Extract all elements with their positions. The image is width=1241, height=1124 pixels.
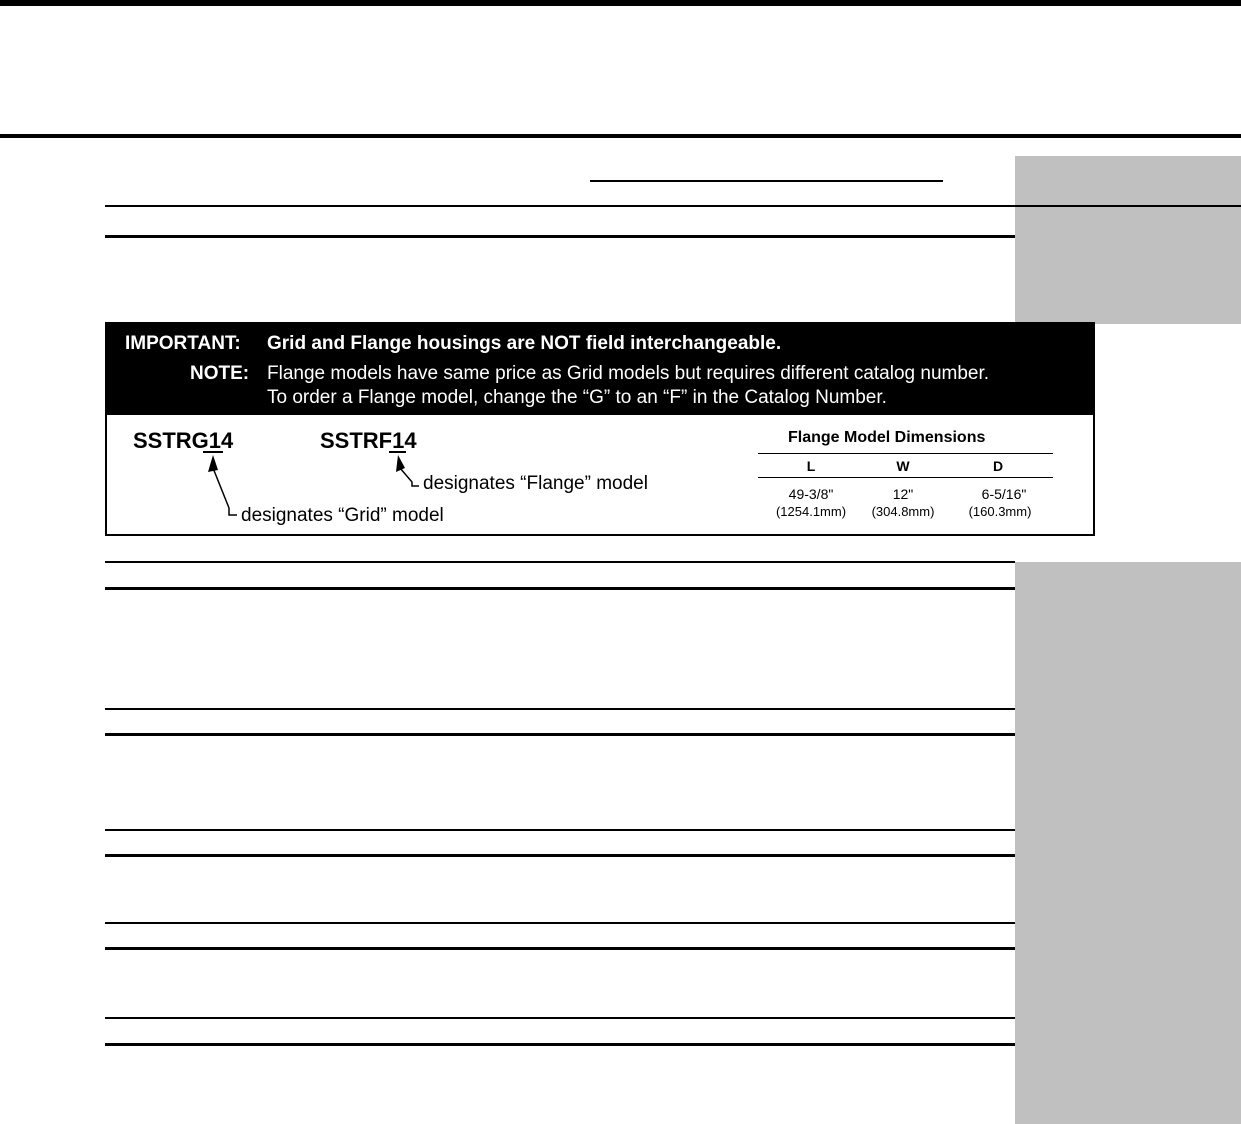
form-rule-thick <box>105 733 1015 736</box>
sidebar-block-bottom <box>1015 562 1241 1124</box>
form-rule <box>105 829 1015 831</box>
note-line-1: Flange models have same price as Grid models but requires different catalog number. <box>267 363 990 384</box>
header-divider <box>0 134 1241 138</box>
flange-designation: designates “Flange” model <box>423 473 648 494</box>
title-underline <box>590 180 943 182</box>
notice-box <box>105 322 1095 536</box>
grid-model-number: SSTRG14 <box>133 428 234 453</box>
top-border <box>0 0 1241 6</box>
dim-metric-d: (160.3mm) <box>968 504 1032 519</box>
form-rule <box>105 708 1015 710</box>
dim-head-d: D <box>992 458 1004 474</box>
form-rule <box>105 205 1241 207</box>
note-label: NOTE: <box>190 363 250 384</box>
form-rule-thick <box>105 854 1015 857</box>
form-rule <box>105 1017 1015 1019</box>
form-rule <box>105 922 1015 924</box>
dim-value-l: 49-3/8" <box>788 486 834 502</box>
dimensions-rule-mid <box>758 477 1053 478</box>
form-rule-thick <box>105 587 1015 590</box>
important-label: IMPORTANT: <box>125 333 241 354</box>
important-text: Grid and Flange housings are NOT field interchangeable. <box>267 333 782 354</box>
form-rule-thick <box>105 1043 1015 1046</box>
grid-designation: designates “Grid” model <box>241 505 444 526</box>
dim-metric-w: (304.8mm) <box>871 504 935 519</box>
sidebar-block-top <box>1015 156 1241 324</box>
dim-head-w: W <box>896 458 910 474</box>
dim-value-d: 6-5/16" <box>981 486 1027 502</box>
dimensions-title: Flange Model Dimensions <box>788 429 986 446</box>
dim-head-l: L <box>806 458 816 474</box>
form-rule-thick <box>105 235 1015 238</box>
dimensions-rule-top <box>758 453 1053 454</box>
form-rule-thick <box>105 947 1015 950</box>
dim-value-w: 12" <box>892 486 914 502</box>
dim-metric-l: (1254.1mm) <box>775 504 847 519</box>
note-line-2: To order a Flange model, change the “G” to an “F” in the Catalog Number. <box>267 387 887 408</box>
flange-model-number: SSTRF14 <box>320 428 417 453</box>
form-rule <box>105 561 1015 563</box>
